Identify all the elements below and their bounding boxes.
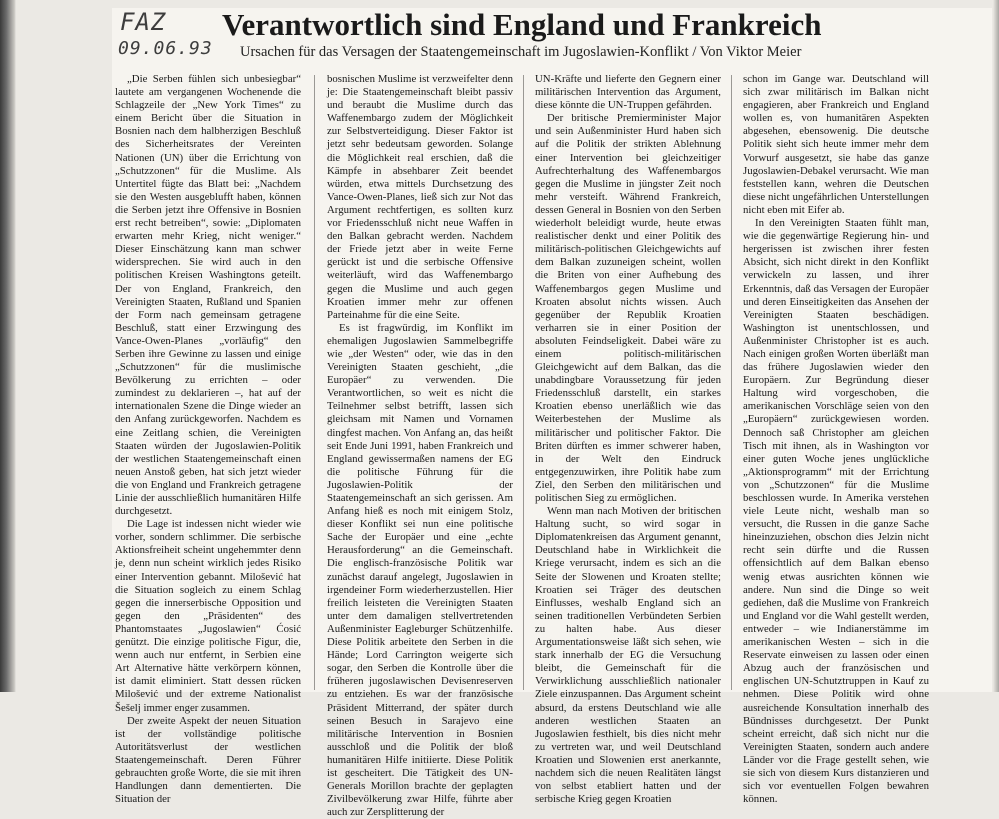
paragraph: Die Lage ist indessen nicht wieder wie vorher, sondern schlimmer. Die serbische Aktionsfreiheit scheint ungehemmter denn je, denn nun scheint wirklich jedes Risiko einer Intervention gebannt. Milošević hat die Situation sogleich zu einem Schlag gegen die innerserbische Opposition und gegen den „Präsidenten“ des Phantomstaates „Jugoslawien“ Ćosić genützt. Die einzige politische Figur, die, wenn auch nur entfernt, in Serbien eine Art Alternative hätte verkörpern können, ist damit eliminiert. Statt dessen rücken Milošević und der extreme Nationalist Šešelj immer enger zusammen. xyxy=(115,518,301,714)
article-headline: Verantwortlich sind England und Frankreich xyxy=(222,7,822,42)
article-column-3 xyxy=(535,73,721,806)
handwritten-source: FAZ xyxy=(120,8,167,36)
article-column-2 xyxy=(327,73,513,819)
column-divider xyxy=(523,75,524,690)
paragraph: In den Vereinigten Staaten fühlt man, wie die gegenwärtige Regierung hin- und hergerissen ist zwischen ihrer festen Absicht, sich nicht direkt in den Konflikt verwickeln zu lassen, und ihrer Erkenntnis, daß das Versagen der Europäer und deren Einseitigkeiten das Ansehen der Vereinigten Staaten beschädigen. Washington ist unentschlossen, und Außenminister Christopher ist es auch. Nach einigen großen Worten überläßt man das frühere Jugoslawien wieder den Europäern. Zur Begründung dieser Haltung wird vorgeschoben, die amerikanischen Vorschläge seien von den „Europäern“ zurückgewiesen worden. Dennoch saß Christopher am gleichen Tisch mit ihnen, als in Washington vor einer guten Woche jenes unglückliche „Aktionsprogramm“ mit der Errichtung von „Schutzzonen“ für die Muslime beschlossen wurde. In Amerika verstehen viele Leute nicht, weshalb man so versucht, die Russen in die ganze Sache hineinzuziehen, obschon dies Jelzin nicht recht sein dürfte und die Russen offensichtlich auf dem Balkan ebenso wenig etwas ausrichten können wie andere. Nun sind die Dinge so weit gediehen, daß die Muslime von Frankreich und England vor die Wahl gestellt werden, entweder – wie Indianerstämme im amerikanischen Westen – sich in die Reservate einweisen zu lassen oder einen Abzug auch der französischen und englischen UN-Schutztruppen in Kauf zu nehmen. Diese Politik wird ohne ausreichende Konsultation innerhalb des Bündnisses durchgesetzt. Der Punkt scheint erreicht, daß sich nicht nur die Vereinigten Staaten, sondern auch andere Länder vor die Frage gestellt sehen, wie sie sich von diesem Kurs distanzieren und sich vor eventuellen Folgen bewahren können. xyxy=(743,217,929,806)
column-divider xyxy=(731,75,732,690)
handwritten-date: 09.06.93 xyxy=(118,38,213,59)
paragraph: Der britische Premierminister Major und sein Außenminister Hurd haben sich auf die Politik der strikten Ablehnung einer Intervention bei gleichzeitiger Aufrechterhaltung des Waffenembargos gegen die Muslime in jüngster Zeit noch mehr versteift. Während Frankreich, dessen General in Bosnien von den Serben wiederholt beleidigt wurde, heute etwas realistischer denkt und einer Politik des militärisch-politischen Gleichgewichts auf dem Balkan zuzuneigen scheint, wollen die Briten von einer Aufhebung des Waffenembargos gegen Muslime und Kroaten absolut nichts wissen. Auch gegenüber der Republik Kroatien verharren sie in einer Position der absoluten Feindseligkeit. Dabei wäre zu einem politisch-militärischen Gleichgewicht auf dem Balkan, das die unabdingbare Voraussetzung für jeden Friedensschluß darstellt, ein starkes Kroatien ebenso unerläßlich wie das Weiterbestehen der Muslime als militärischer und politischer Faktor. Die Briten dürften es immer schwerer haben, in der Welt den Eindruck entgegenzuwirken, ihre Politik habe zum Ziel, den Serben den militärischen und politischen Sieg zu ermöglichen. xyxy=(535,112,721,504)
paragraph: schon im Gange war. Deutschland will sich zwar militärisch im Balkan nicht engagieren, aber Frankreich und England wollen es, von humanitären Aspekten abgesehen, ebensowenig. Die deutsche Politik sieht sich heute immer mehr dem Vorwurf ausgesetzt, sie habe das ganze Jugoslawien-Debakel verursacht. Wie man feststellen kann, wehren die Deutschen diese nicht ungefährlichen Unterstellungen nicht eben mit Eifer ab. xyxy=(743,73,929,216)
handwritten-annotation xyxy=(116,8,226,66)
column-divider xyxy=(314,75,315,690)
article-column-4 xyxy=(743,73,929,806)
paragraph: UN-Kräfte und lieferte den Gegnern einer militärischen Intervention das Argument, diese könnte die UN-Truppen gefährden. xyxy=(535,73,721,112)
scan-edge-left xyxy=(0,0,16,692)
article-column-1 xyxy=(115,73,301,806)
article-subheadline: Ursachen für das Versagen der Staatengemeinschaft im Jugoslawien-Konflikt / Von Viktor Meier xyxy=(240,44,802,60)
paragraph: Wenn man nach Motiven der britischen Haltung sucht, so wird sogar in Diplomatenkreisen das Argument genannt, Deutschland habe in Wirklichkeit die Kriege verursacht, indem es sich an die Seite der Slowenen und Kroaten stellte; Kroatien sei Träger des deutschen Einflusses, weshalb England sich an seinen traditionellen Verbündeten Serbien zu halten habe. Aus dieser Argumentationsweise läßt sich sehen, wie stark innerhalb der EG die Versuchung bleibt, die Gemeinschaft für die Verwirklichung ausschließlich nationaler Ziele einzuspannen. Das Argument scheint absurd, da erstens Deutschland wie alle anderen westlichen Staaten an Jugoslawien festhielt, bis dies nicht mehr zu vertreten war, und weil Deutschland Kroatien und Slowenien erst anerkannte, nachdem sich die neuen Realitäten längst von selbst etabliert hatten und der serbische Krieg gegen Kroatien xyxy=(535,505,721,806)
paragraph: Es ist fragwürdig, im Konflikt im ehemaligen Jugoslawien Sammelbegriffe wie „der Westen“ oder, wie das in den Vereinigten Staaten geschieht, „die Europäer“ zu verwenden. Die Verantwortlichen, so weit es nicht die Teilnehmer selbst betrifft, lassen sich gleichsam mit Namen und Vornamen dingfest machen. Von Anfang an, das heißt seit Ende Juni 1991, haben Frankreich und England gewissermaßen namens der EG die politische Führung für die Jugoslawien-Politik der Staatengemeinschaft an sich gerissen. Am Anfang hieß es noch mit einigem Stolz, dieser Konflikt sei nun eine politische Sache der Europäer und eine „echte Herausforderung“ an die Gemeinschaft. Die englisch-französische Politik war zunächst darauf angelegt, Jugoslawien in irgendeiner Form wiederherzustellen. Hier freilich leisteten die Vereinigten Staaten unter dem damaligen stellvertretenden Außenminister Eagleburger Schützenhilfe. Diese Politik arbeitete den Serben in die Hände; Lord Carrington weigerte sich sogar, den Serben die Kontrolle über die früheren jugoslawischen Devisenreserven zu entziehen. Es war der französische Präsident Mitterrand, der später durch seinen Besuch in Sarajevo eine militärische Intervention in Bosnien ausschloß und die Politik der bloß humanitären Hilfe initiierte. Diese Politik ist gescheitert. Die Tätigkeit des UN-Generals Morillon brachte der geplagten Zivilbevölkerung zwar Hilfe, führte aber auch zur Zersplitterung der xyxy=(327,321,513,819)
paragraph: Der zweite Aspekt der neuen Situation ist der vollständige politische Autoritätsverlust der westlichen Staatengemeinschaft. Deren Führer gebrauchten große Worte, die sie mit ihren Handlungen dann dementierten. Die Situation der xyxy=(115,714,301,806)
paragraph: bosnischen Muslime ist verzweifelter denn je: Die Staatengemeinschaft bleibt passiv und beraubt die Muslime durch das Waffenembargo zudem der Möglichkeit zur Selbstverteidigung. Dieser Faktor ist jetzt sehr bedeutsam geworden. Solange die Möglichkeit real erschien, daß die Kämpfe in absehbarer Zeit beendet würden, etwa mittels Durchsetzung des Vance-Owen-Planes, ließ sich zur Not das Argument rechtfertigen, es sollten kurz vor Friedensschluß nicht neue Waffen in den Balkan gebracht werden. Nachdem der Friede jetzt aber in weite Ferne gerückt ist und die serbische Offensive weiterläuft, wird das Waffenembargo gegen die Muslime und auch gegen Kroatien immer mehr zur offenen Parteinahme für die eine Seite. xyxy=(327,73,513,321)
paragraph: „Die Serben fühlen sich unbesiegbar“ lautete am vergangenen Wochenende die Schlagzeile der „New York Times“ zu einem Bericht über die Situation in Bosnien nach dem halbherzigen Beschluß des Sicherheitsrates der Vereinten Nationen (UN) über die Errichtung von „Schutzzonen“ für die Muslime. Als Untertitel fügte das Blatt bei: „Nachdem sie den Westen ausgeblufft haben, können die Serben jetzt ihre Offensive in Bosnien erst recht betreiben“, sowie: „Diplomaten erwarten mehr Krieg, nicht weniger.“ Dieser Einschätzung kann man schwer widersprechen. Sie wird auch in den politischen Kreisen Washingtons geteilt. Der von England, Frankreich, den Vereinigten Staaten, Rußland und Spanien der Form nach gemeinsam getragene Beschluß, statt einer Erzwingung des Vance-Owen-Planes „vorläufig“ den Serben ihre Gewinne zu lassen und einige „Schutzzonen“ für die muslimische Bevölkerung zu errichten – oder zumindest zu deklarieren –, hat auf der internationalen Szene die Dinge wieder an den Anfang zurückgeworfen. Nachdem es eine Zeitlang schien, die Vereinigten Staaten würden der Jugoslawien-Politik der westlichen Staatengemeinschaft einen neuen Anstoß geben, hat sich jetzt wieder die von England und Frankreich getragene Linie der ausschließlich humanitären Hilfe durchgesetzt. xyxy=(115,73,301,518)
article-body xyxy=(115,73,995,819)
